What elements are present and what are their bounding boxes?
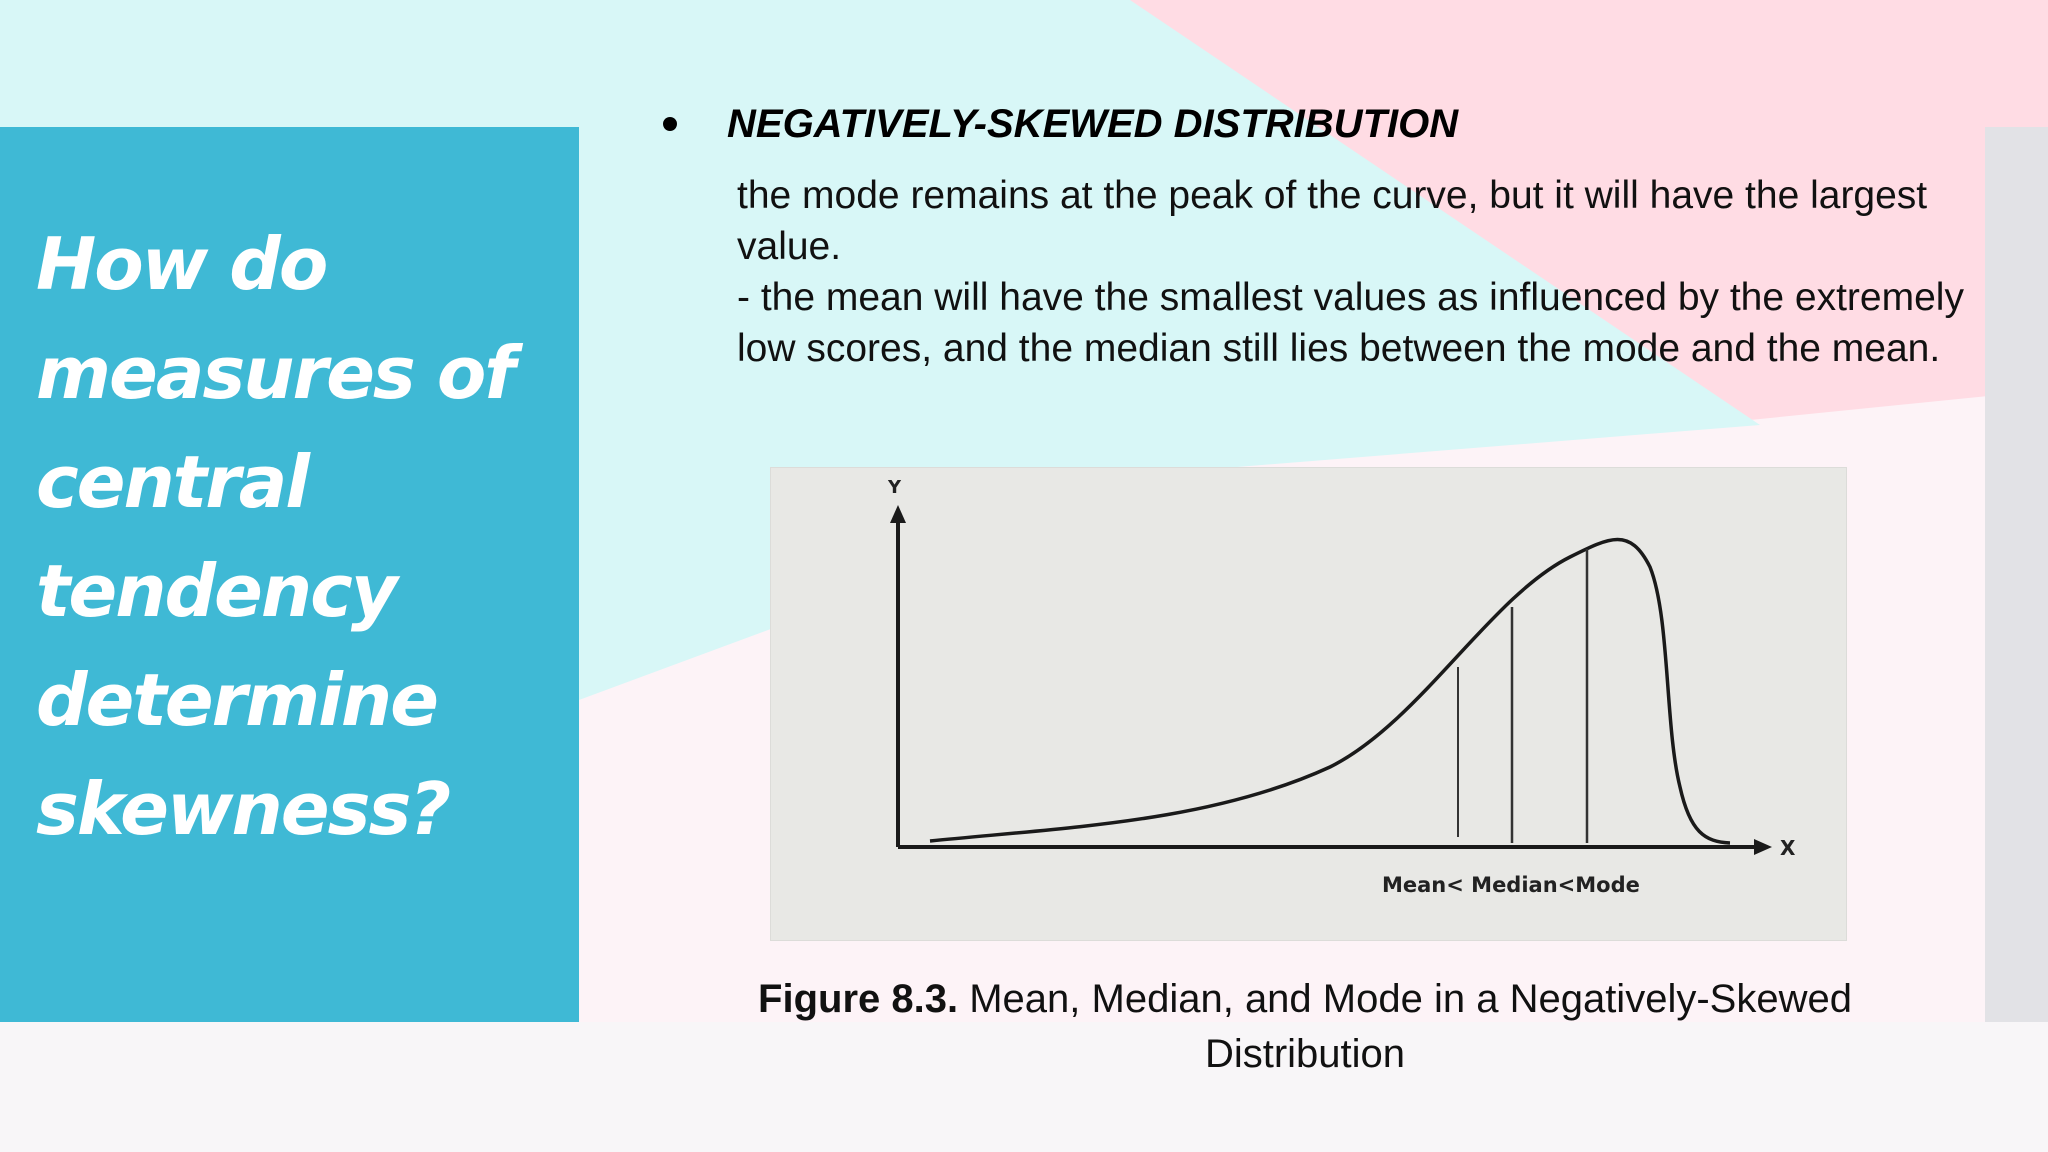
bullet-heading [655,96,1458,152]
order-label: Mean< Median<Mode [1382,873,1640,897]
right-accent-strip [1985,127,2048,1022]
figure-background [770,467,1847,941]
caption-text: Mean, Median, and Mode in a Negatively-Skewed Distribution [969,977,1852,1076]
body-text: the mode remains at the peak of the curve, but it will have the largest value. - the mean will have the smallest values as influenced by the extremely low scores, and the median still lies between the mode and the mean. [737,174,1964,370]
x-axis-label: X [1780,836,1796,860]
skew-figure [770,467,1847,941]
heading-text: NEGATIVELY-SKEWED DISTRIBUTION [727,102,1459,146]
figure-caption [700,972,1910,1082]
skew-diagram [770,467,1847,941]
caption-bold: Figure 8.3. [758,977,959,1021]
y-axis-label: Y [888,477,902,498]
slide-title: How do measures of central tendency determine skewness? [36,222,514,851]
bullet-dot [663,117,677,131]
